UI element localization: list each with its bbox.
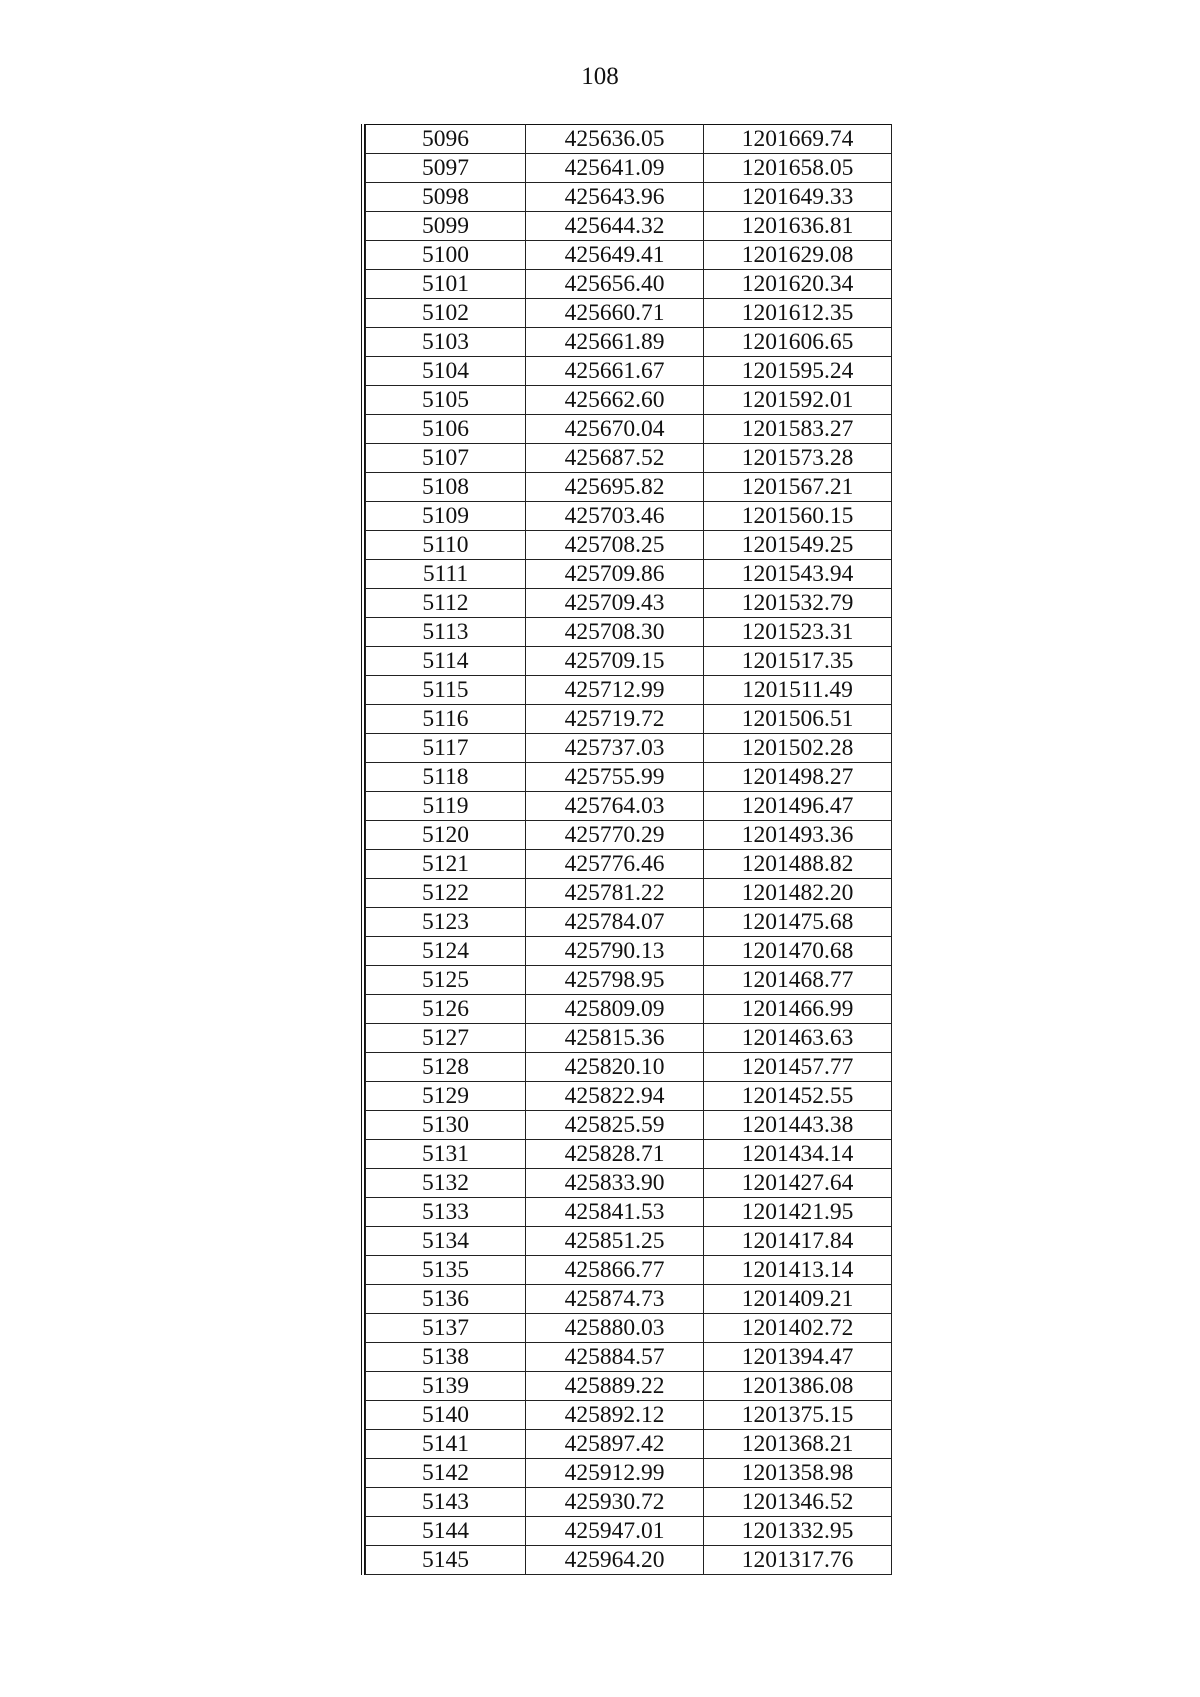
table-row — [366, 212, 892, 241]
table-row — [366, 1401, 892, 1430]
table-row — [366, 1198, 892, 1227]
y-coordinate-cell: 1201368.21 — [704, 1430, 892, 1459]
table-row — [366, 1169, 892, 1198]
y-coordinate-cell: 1201475.68 — [704, 908, 892, 937]
x-coordinate-cell: 425784.07 — [526, 908, 704, 937]
x-coordinate-cell: 425866.77 — [526, 1256, 704, 1285]
point-number-cell: 5106 — [366, 415, 526, 444]
y-coordinate-cell: 1201346.52 — [704, 1488, 892, 1517]
point-number-cell: 5144 — [366, 1517, 526, 1546]
point-number-cell: 5119 — [366, 792, 526, 821]
table-row — [366, 1111, 892, 1140]
y-coordinate-cell: 1201443.38 — [704, 1111, 892, 1140]
y-coordinate-cell: 1201496.47 — [704, 792, 892, 821]
y-coordinate-cell: 1201452.55 — [704, 1082, 892, 1111]
point-number-cell: 5136 — [366, 1285, 526, 1314]
point-number-cell: 5109 — [366, 502, 526, 531]
table-row — [366, 125, 892, 154]
coordinates-table — [365, 124, 892, 1575]
y-coordinate-cell: 1201511.49 — [704, 676, 892, 705]
y-coordinate-cell: 1201482.20 — [704, 879, 892, 908]
x-coordinate-cell: 425737.03 — [526, 734, 704, 763]
table-row — [366, 879, 892, 908]
table-row — [366, 357, 892, 386]
table-row — [366, 1024, 892, 1053]
x-coordinate-cell: 425644.32 — [526, 212, 704, 241]
x-coordinate-cell: 425641.09 — [526, 154, 704, 183]
y-coordinate-cell: 1201532.79 — [704, 589, 892, 618]
table-row — [366, 1459, 892, 1488]
table-row — [366, 386, 892, 415]
x-coordinate-cell: 425912.99 — [526, 1459, 704, 1488]
table-row — [366, 1546, 892, 1575]
point-number-cell: 5135 — [366, 1256, 526, 1285]
y-coordinate-cell: 1201317.76 — [704, 1546, 892, 1575]
table-row — [366, 618, 892, 647]
table-row — [366, 908, 892, 937]
x-coordinate-cell: 425947.01 — [526, 1517, 704, 1546]
y-coordinate-cell: 1201658.05 — [704, 154, 892, 183]
y-coordinate-cell: 1201573.28 — [704, 444, 892, 473]
table-row — [366, 676, 892, 705]
point-number-cell: 5123 — [366, 908, 526, 937]
point-number-cell: 5126 — [366, 995, 526, 1024]
table-row — [366, 734, 892, 763]
y-coordinate-cell: 1201463.63 — [704, 1024, 892, 1053]
x-coordinate-cell: 425719.72 — [526, 705, 704, 734]
x-coordinate-cell: 425661.89 — [526, 328, 704, 357]
x-coordinate-cell: 425776.46 — [526, 850, 704, 879]
table-row — [366, 792, 892, 821]
x-coordinate-cell: 425822.94 — [526, 1082, 704, 1111]
table-row — [366, 270, 892, 299]
x-coordinate-cell: 425656.40 — [526, 270, 704, 299]
x-coordinate-cell: 425708.30 — [526, 618, 704, 647]
y-coordinate-cell: 1201506.51 — [704, 705, 892, 734]
table-row — [366, 1517, 892, 1546]
x-coordinate-cell: 425828.71 — [526, 1140, 704, 1169]
table-row — [366, 299, 892, 328]
y-coordinate-cell: 1201636.81 — [704, 212, 892, 241]
x-coordinate-cell: 425790.13 — [526, 937, 704, 966]
x-coordinate-cell: 425930.72 — [526, 1488, 704, 1517]
y-coordinate-cell: 1201468.77 — [704, 966, 892, 995]
point-number-cell: 5137 — [366, 1314, 526, 1343]
y-coordinate-cell: 1201560.15 — [704, 502, 892, 531]
table-row — [366, 705, 892, 734]
point-number-cell: 5141 — [366, 1430, 526, 1459]
x-coordinate-cell: 425820.10 — [526, 1053, 704, 1082]
x-coordinate-cell: 425770.29 — [526, 821, 704, 850]
table-row — [366, 473, 892, 502]
y-coordinate-cell: 1201669.74 — [704, 125, 892, 154]
table-row — [366, 1285, 892, 1314]
point-number-cell: 5118 — [366, 763, 526, 792]
x-coordinate-cell: 425695.82 — [526, 473, 704, 502]
table-row — [366, 647, 892, 676]
table-row — [366, 1082, 892, 1111]
point-number-cell: 5107 — [366, 444, 526, 473]
point-number-cell: 5097 — [366, 154, 526, 183]
coordinates-table-container — [361, 124, 895, 1575]
y-coordinate-cell: 1201583.27 — [704, 415, 892, 444]
point-number-cell: 5116 — [366, 705, 526, 734]
y-coordinate-cell: 1201543.94 — [704, 560, 892, 589]
x-coordinate-cell: 425964.20 — [526, 1546, 704, 1575]
y-coordinate-cell: 1201466.99 — [704, 995, 892, 1024]
point-number-cell: 5100 — [366, 241, 526, 270]
table-row — [366, 1140, 892, 1169]
y-coordinate-cell: 1201358.98 — [704, 1459, 892, 1488]
x-coordinate-cell: 425687.52 — [526, 444, 704, 473]
y-coordinate-cell: 1201629.08 — [704, 241, 892, 270]
x-coordinate-cell: 425833.90 — [526, 1169, 704, 1198]
x-coordinate-cell: 425892.12 — [526, 1401, 704, 1430]
table-row — [366, 241, 892, 270]
point-number-cell: 5108 — [366, 473, 526, 502]
y-coordinate-cell: 1201409.21 — [704, 1285, 892, 1314]
point-number-cell: 5113 — [366, 618, 526, 647]
y-coordinate-cell: 1201470.68 — [704, 937, 892, 966]
table-row — [366, 763, 892, 792]
point-number-cell: 5133 — [366, 1198, 526, 1227]
point-number-cell: 5104 — [366, 357, 526, 386]
table-row — [366, 1343, 892, 1372]
table-row — [366, 1430, 892, 1459]
point-number-cell: 5143 — [366, 1488, 526, 1517]
point-number-cell: 5096 — [366, 125, 526, 154]
table-row — [366, 937, 892, 966]
point-number-cell: 5103 — [366, 328, 526, 357]
y-coordinate-cell: 1201606.65 — [704, 328, 892, 357]
y-coordinate-cell: 1201457.77 — [704, 1053, 892, 1082]
x-coordinate-cell: 425661.67 — [526, 357, 704, 386]
y-coordinate-cell: 1201386.08 — [704, 1372, 892, 1401]
x-coordinate-cell: 425884.57 — [526, 1343, 704, 1372]
y-coordinate-cell: 1201417.84 — [704, 1227, 892, 1256]
y-coordinate-cell: 1201434.14 — [704, 1140, 892, 1169]
point-number-cell: 5145 — [366, 1546, 526, 1575]
point-number-cell: 5121 — [366, 850, 526, 879]
y-coordinate-cell: 1201375.15 — [704, 1401, 892, 1430]
point-number-cell: 5138 — [366, 1343, 526, 1372]
point-number-cell: 5102 — [366, 299, 526, 328]
page-number: 108 — [581, 63, 619, 90]
y-coordinate-cell: 1201421.95 — [704, 1198, 892, 1227]
table-row — [366, 850, 892, 879]
x-coordinate-cell: 425764.03 — [526, 792, 704, 821]
point-number-cell: 5122 — [366, 879, 526, 908]
point-number-cell: 5131 — [366, 1140, 526, 1169]
y-coordinate-cell: 1201517.35 — [704, 647, 892, 676]
table-row — [366, 502, 892, 531]
point-number-cell: 5117 — [366, 734, 526, 763]
x-coordinate-cell: 425662.60 — [526, 386, 704, 415]
table-row — [366, 1488, 892, 1517]
table-row — [366, 444, 892, 473]
point-number-cell: 5130 — [366, 1111, 526, 1140]
y-coordinate-cell: 1201523.31 — [704, 618, 892, 647]
y-coordinate-cell: 1201567.21 — [704, 473, 892, 502]
point-number-cell: 5112 — [366, 589, 526, 618]
x-coordinate-cell: 425712.99 — [526, 676, 704, 705]
point-number-cell: 5098 — [366, 183, 526, 212]
y-coordinate-cell: 1201427.64 — [704, 1169, 892, 1198]
y-coordinate-cell: 1201488.82 — [704, 850, 892, 879]
point-number-cell: 5134 — [366, 1227, 526, 1256]
x-coordinate-cell: 425636.05 — [526, 125, 704, 154]
x-coordinate-cell: 425709.86 — [526, 560, 704, 589]
y-coordinate-cell: 1201649.33 — [704, 183, 892, 212]
x-coordinate-cell: 425643.96 — [526, 183, 704, 212]
x-coordinate-cell: 425781.22 — [526, 879, 704, 908]
y-coordinate-cell: 1201502.28 — [704, 734, 892, 763]
table-row — [366, 531, 892, 560]
point-number-cell: 5111 — [366, 560, 526, 589]
point-number-cell: 5139 — [366, 1372, 526, 1401]
table-row — [366, 821, 892, 850]
table-row — [366, 328, 892, 357]
table-row — [366, 154, 892, 183]
point-number-cell: 5124 — [366, 937, 526, 966]
table-row — [366, 1372, 892, 1401]
y-coordinate-cell: 1201612.35 — [704, 299, 892, 328]
x-coordinate-cell: 425703.46 — [526, 502, 704, 531]
y-coordinate-cell: 1201402.72 — [704, 1314, 892, 1343]
x-coordinate-cell: 425649.41 — [526, 241, 704, 270]
x-coordinate-cell: 425880.03 — [526, 1314, 704, 1343]
point-number-cell: 5099 — [366, 212, 526, 241]
x-coordinate-cell: 425660.71 — [526, 299, 704, 328]
table-row — [366, 589, 892, 618]
point-number-cell: 5105 — [366, 386, 526, 415]
x-coordinate-cell: 425841.53 — [526, 1198, 704, 1227]
point-number-cell: 5110 — [366, 531, 526, 560]
point-number-cell: 5120 — [366, 821, 526, 850]
point-number-cell: 5101 — [366, 270, 526, 299]
point-number-cell: 5128 — [366, 1053, 526, 1082]
x-coordinate-cell: 425709.43 — [526, 589, 704, 618]
point-number-cell: 5132 — [366, 1169, 526, 1198]
x-coordinate-cell: 425809.09 — [526, 995, 704, 1024]
table-row — [366, 1227, 892, 1256]
x-coordinate-cell: 425709.15 — [526, 647, 704, 676]
y-coordinate-cell: 1201413.14 — [704, 1256, 892, 1285]
point-number-cell: 5114 — [366, 647, 526, 676]
y-coordinate-cell: 1201592.01 — [704, 386, 892, 415]
y-coordinate-cell: 1201332.95 — [704, 1517, 892, 1546]
x-coordinate-cell: 425755.99 — [526, 763, 704, 792]
table-row — [366, 1053, 892, 1082]
x-coordinate-cell: 425798.95 — [526, 966, 704, 995]
table-row — [366, 1314, 892, 1343]
x-coordinate-cell: 425825.59 — [526, 1111, 704, 1140]
point-number-cell: 5140 — [366, 1401, 526, 1430]
point-number-cell: 5142 — [366, 1459, 526, 1488]
table-row — [366, 995, 892, 1024]
x-coordinate-cell: 425851.25 — [526, 1227, 704, 1256]
x-coordinate-cell: 425815.36 — [526, 1024, 704, 1053]
table-row — [366, 183, 892, 212]
point-number-cell: 5115 — [366, 676, 526, 705]
x-coordinate-cell: 425670.04 — [526, 415, 704, 444]
x-coordinate-cell: 425897.42 — [526, 1430, 704, 1459]
y-coordinate-cell: 1201620.34 — [704, 270, 892, 299]
x-coordinate-cell: 425874.73 — [526, 1285, 704, 1314]
x-coordinate-cell: 425708.25 — [526, 531, 704, 560]
y-coordinate-cell: 1201549.25 — [704, 531, 892, 560]
x-coordinate-cell: 425889.22 — [526, 1372, 704, 1401]
point-number-cell: 5129 — [366, 1082, 526, 1111]
y-coordinate-cell: 1201498.27 — [704, 763, 892, 792]
table-row — [366, 415, 892, 444]
table-row — [366, 966, 892, 995]
y-coordinate-cell: 1201394.47 — [704, 1343, 892, 1372]
y-coordinate-cell: 1201595.24 — [704, 357, 892, 386]
table-row — [366, 560, 892, 589]
y-coordinate-cell: 1201493.36 — [704, 821, 892, 850]
table-row — [366, 1256, 892, 1285]
coordinates-table-body — [366, 125, 892, 1575]
point-number-cell: 5125 — [366, 966, 526, 995]
point-number-cell: 5127 — [366, 1024, 526, 1053]
